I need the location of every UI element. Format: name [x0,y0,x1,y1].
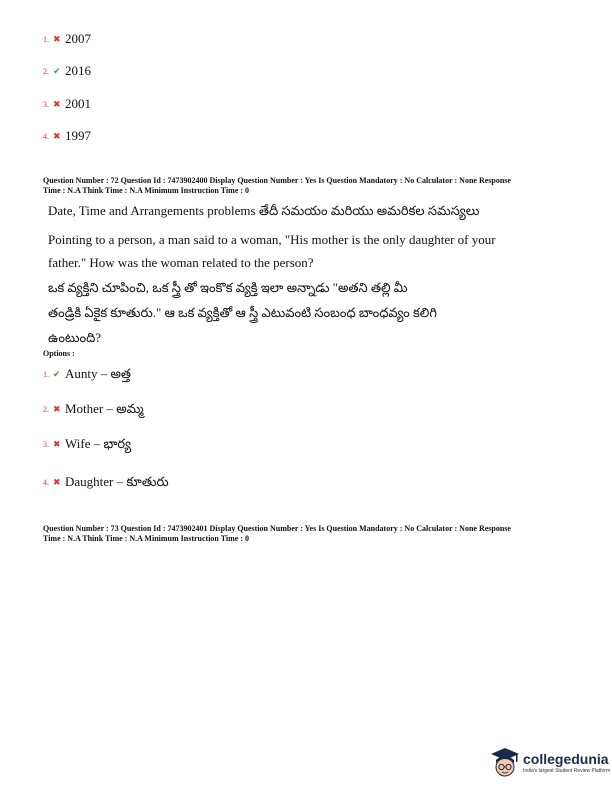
q72-option-3 [43,437,131,450]
option-number: 1. [43,35,49,44]
check-icon: ✔ [53,369,61,379]
option-text: Wife – భార్య [65,436,132,451]
prev-option-4 [43,129,91,142]
question-text-te-3: ఉంటుంది? [48,330,102,345]
option-number: 2. [43,67,49,76]
option-text: Aunty – అత్త [65,366,132,381]
option-number: 3. [43,440,49,449]
option-text: 2007 [65,31,91,46]
prev-option-1 [43,32,91,45]
check-icon: ✔ [53,66,61,76]
question-meta [43,176,573,196]
meta-line: Question Number : 73 Question Id : 7473902401 Display Question Number : Yes Is Question Mandatory : No Calculator : None Response [43,524,511,533]
cross-icon: ✖ [53,34,61,44]
option-number: 1. [43,370,49,379]
option-text: 1997 [65,128,91,143]
prev-option-3 [43,97,91,110]
logo-tagline: India's largest Student Review Platform [523,768,611,774]
cross-icon: ✖ [53,131,61,141]
question-text-te-2: తండ్రికి ఏకైక కూతురు." ఆ ఒక వ్యక్తితో ఆ స్త్రీ ఎటువంటి సంబంధ బాంధవ్యం కలిగి [48,305,437,320]
question-text-te-1: ఒక వ్యక్తిని చూపించి, ఒక స్త్రీ తో ఇంకొక వ్యక్తి ఇలా అన్నాడు "అతని తల్లి మీ [48,280,408,295]
option-text: 2001 [65,96,91,111]
option-number: 4. [43,132,49,141]
option-text: Mother – అమ్మ [65,401,144,416]
option-number: 2. [43,405,49,414]
q72-option-2 [43,402,143,415]
cross-icon: ✖ [53,404,61,414]
meta-line: Time : N.A Think Time : N.A Minimum Instruction Time : 0 [43,534,250,543]
option-text: 2016 [65,63,91,78]
question-meta [43,524,573,544]
collegedunia-logo[interactable] [490,746,610,780]
option-number: 4. [43,478,49,487]
q72-option-4 [43,475,169,488]
option-number: 3. [43,100,49,109]
cross-icon: ✖ [53,99,61,109]
student-mascot-icon [490,746,520,780]
options-label: Options : [43,349,75,358]
prev-option-2 [43,64,91,77]
meta-line: Question Number : 72 Question Id : 7473902400 Display Question Number : Yes Is Question Mandatory : No Calculator : None Response [43,176,511,185]
logo-brand-text: collegedunia [523,751,609,767]
question-text-en-2: father." How was the woman related to the person? [48,255,314,270]
question-topic: Date, Time and Arrangements problems తేదీ సమయం మరియు అమరికల సమస్యలు [48,203,480,218]
question-text-en-1: Pointing to a person, a man said to a woman, "His mother is the only daughter of your [48,232,496,247]
q72-option-1 [43,367,131,380]
option-text: Daughter – కూతురు [65,474,169,489]
cross-icon: ✖ [53,477,61,487]
cross-icon: ✖ [53,439,61,449]
meta-line: Time : N.A Think Time : N.A Minimum Instruction Time : 0 [43,186,250,195]
